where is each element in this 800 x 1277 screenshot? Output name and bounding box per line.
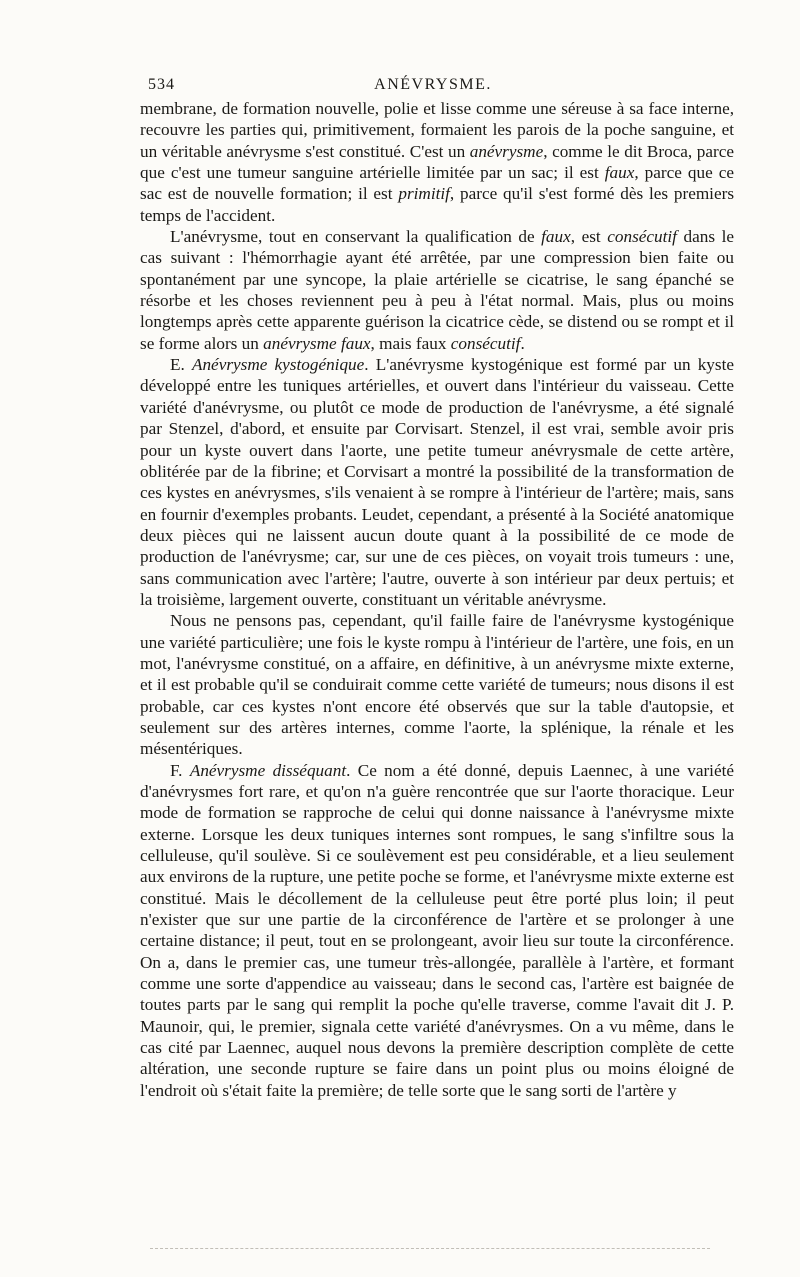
italic-text: faux — [604, 163, 635, 183]
italic-text: consécutif — [450, 333, 521, 353]
paragraph — [140, 98, 734, 226]
text-run: E. — [170, 355, 192, 375]
text-run: Nous ne pensons pas, cependant, qu'il faille faire de l'anévrysme kystogénique une variété particulière; une fois le kyste rompu à l'intérieur de l'artère, une fois, en un mot, l'anévrysme constitué, on a affaire, en définitive, à un anévrysme mixte externe, et il est probable qu'il se conduirait comme cette variété de tumeurs; nous disons il est probable, car ces kystes n'ont encore été observés que sur la table d'autopsie, et seulement sur des artères internes, comme l'aorte, la splénique, la rénale et les mésentériques. — [140, 611, 734, 759]
body-text — [140, 98, 734, 1101]
paragraph — [140, 760, 734, 1102]
italic-text: consécutif — [607, 227, 677, 247]
text-run: . — [520, 333, 525, 353]
text-run: L'anévrysme, tout en conservant la qualification de — [170, 227, 542, 247]
page-header — [148, 76, 718, 98]
page-number: 534 — [148, 76, 175, 93]
text-run: , comme le dit Broca, parce que c'est une tumeur sanguine artérielle limitée par un sac; il est — [140, 141, 734, 183]
italic-text: faux — [541, 227, 571, 247]
italic-text: anévrysme — [469, 141, 544, 161]
bottom-rule — [150, 1248, 710, 1249]
italic-text: Anévrysme disséquant — [189, 760, 347, 780]
text-run: , mais faux — [370, 333, 451, 353]
text-run: , parce qu'il s'est formé dès les premiers temps de l'accident. — [140, 184, 735, 225]
text-run: . L'anévrysme kystogénique est formé par un kyste développé entre les tuniques artérielles, et ouvert dans l'intérieur du vaisseau. Cette variété d'anévrysme, ou plutôt ce mode de production de l'anévrysme, a été signalé par Stenzel, d'abord, et ensuite par Corvisart. Stenzel, il est vrai, semble avoir pris pour un kyste ouvert dans l'aorte, une petite tumeur anévrysmale de cette artère, oblitérée par de la fibrine; et Corvisart a montré la possibilité de la transformation de ces kystes en anévrysmes, s'ils venaient à se rompre à l'intérieur de l'artère; mais, sans en fournir d'exemples probants. Leudet, cependant, a présenté à la Société anatomique deux pièces qui ne laissent aucun doute quant à la possibilité de ce mode de production de l'anévrysme; car, sur une de ces pièces, on voyait trois tumeurs : une, sans communication avec l'artère; l'autre, ouverte à son intérieur par deux pertuis; et la troisième, largement ouverte, constituant un véritable anévrysme. — [140, 355, 734, 609]
italic-text: Anévrysme kystogénique — [191, 355, 365, 375]
paragraph — [140, 354, 734, 610]
text-run: dans le cas suivant : l'hémorrhagie ayant été arrêtée, par une compression bien faite ou spontanément par une syncope, la plaie artérielle se cicatrise, le sang épanché se résorbe et les choses reviennent peu à peu à l'état normal. Mais, plus ou moins longtemps après cette apparente guérison la cicatrice cède, se distend ou se rompt et il se forme alors un — [140, 227, 734, 353]
paragraph — [140, 226, 734, 354]
text-run: F. — [170, 760, 190, 780]
text-run: membrane, de formation nouvelle, polie et lisse comme une séreuse à sa face interne, recouvre les parties qui, primitivement, formaient les parois de la poche sanguine, et un véritable anévrysme s'est constitué. C'est un — [140, 99, 734, 161]
italic-text: anévrysme faux — [263, 333, 371, 353]
text-run: , parce que ce sac est de nouvelle formation; il est — [140, 163, 734, 204]
running-title: ANÉVRYSME. — [374, 76, 492, 93]
paragraph — [140, 610, 734, 759]
italic-text: primitif — [398, 184, 450, 204]
text-run: . Ce nom a été donné, depuis Laennec, à une variété d'anévrysmes fort rare, et qu'on n'a guère rencontrée que sur l'aorte thoracique. Leur mode de formation se rapproche de celui qui donne naissance à l'anévrysme mixte externe. Lorsque les deux tuniques internes sont rompues, le sang s'infiltre sous la celluleuse, qu'il soulève. Si ce soulèvement est peu considérable, et a lieu seulement aux environs de la rupture, une petite poche se forme, et l'anévrysme mixte externe est constitué. Mais le décollement de la celluleuse peut être porté plus loin; il peut n'exister que sur une partie de la circonférence de l'artère et se prolonger à une certaine distance; il peut, tout en se prolongeant, avoir lieu sur toute la circonférence. On a, dans le premier cas, une tumeur très-allongée, parallèle à l'artère, et formant comme une sorte d'appendice au vaisseau; dans le second cas, l'artère est baignée de toutes parts par le sang qui remplit la poche qu'elle traverse, comme l'avait dit J. P. Maunoir, qui, le premier, signala cette variété d'anévrysmes. On a vu même, dans le cas cité par Laennec, auquel nous devons la première description complète de cette altération, une seconde rupture se faire dans un point plus ou moins éloigné de l'endroit où s'était faite la première; de telle sorte que le sang sorti de l'artère y — [140, 760, 734, 1100]
text-run: , est — [570, 227, 608, 247]
